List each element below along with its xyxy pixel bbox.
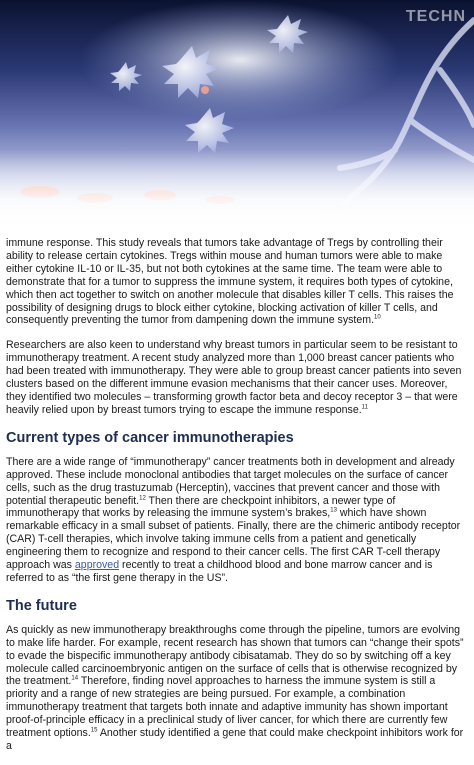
paragraph-immunotherapy-types: There are a wide range of “immunotherapy” cancer treatments both in development and already approved. These include monoclonal antibodies that target molecules on the surface of cancer cells, such as the drug trastuzumab (Herceptin), vaccines that prevent cancer and those with potential therapeutic benefit.$^{12}$ Then there are checkpoint inhibitors, a newer type of immunotherapy that works by releasing the immune system’s brakes,$^{13}$ which have shown remarkable efficacy in a small subset of patients. Finally, there are the chimeric antibody receptor (CAR) T-cell therapies, which involve taking immune cells from a patient and genetically engineering them to recognize and respond to their cancer cells. The first CAR T-cell therapy approach was approved recently to treat a childhood blood and bone marrow cancer and is referred to as “the first gene therapy in the US”. (6, 455, 461, 584)
citation: 11 (361, 404, 368, 411)
citation: 12 (139, 494, 146, 501)
heading-the-future: The future (6, 597, 77, 614)
paragraph-future: As quickly as new immunotherapy breakthroughs come through the pipeline, tumors are evolving to make life harder. For example, recent research has shown that tumors can “change their spots” to evade the bispecific immunotherapy antibody cibisatamab. They do so by switching off a key molecule called carcinoembryonic antigen on the surface of cells that is otherwise recognized by the treatment.$^{14}$ Therefore, finding novel approaches to harness the immune system is still a priority and a range of new strategies are being pursued. For example, a combination immunotherapy treatment that targets both innate and adaptive immunity has shown important proof-of-principle efficacy in a preclinical study of liver cancer, for which there are currently few treatment options.$^{15}$ Another study identified a gene that could make checkpoint inhibitors work for a (6, 623, 464, 752)
watermark-logo: TECHN (405, 8, 466, 25)
paragraph-breast-tumors: Researchers are also keen to understand why breast tumors in particular seem to be resistant to immunotherapy treatment. A recent study analyzed more than 1,000 breast cancer patients who had been treated with immunotherapy. They were able to group breast cancer patients into seven clusters based on the different immune evasion mechanisms that their cancer uses. Moreover, they identified two molecules – transforming growth factor beta and decoy receptor 3 – that were heavily relied upon by breast tumors trying to escape the immune response.$^{11}$ (6, 339, 462, 416)
heading-current-types: Current types of cancer immunotherapies (6, 429, 294, 446)
article-body (6, 237, 468, 765)
citation: 14 (71, 675, 79, 682)
hero-image (0, 0, 474, 232)
citation: 13 (330, 507, 337, 514)
citation: 15 (90, 727, 98, 734)
paragraph-tregs: immune response. This study reveals that tumors take advantage of Tregs by controlling their ability to release certain cytokines. Tregs within mouse and human tumors were able to make either cytokine IL-10 or IL-35, but not both cytokines at the same time. The team were able to demonstrate that for a tumor to suppress the immune system, it requires both types of cytokine, which then act together to switch on another molecule that disables killer T cells. This raises the possibility of designing drugs to block either cytokine, blocking activation of killer T cells, and consequently preventing the tumor from dampening down the immune system.$^{10}$ (6, 237, 454, 327)
approved-link[interactable]: approved (74, 559, 120, 572)
hero-fade (0, 150, 474, 232)
citation: 10 (374, 314, 381, 321)
